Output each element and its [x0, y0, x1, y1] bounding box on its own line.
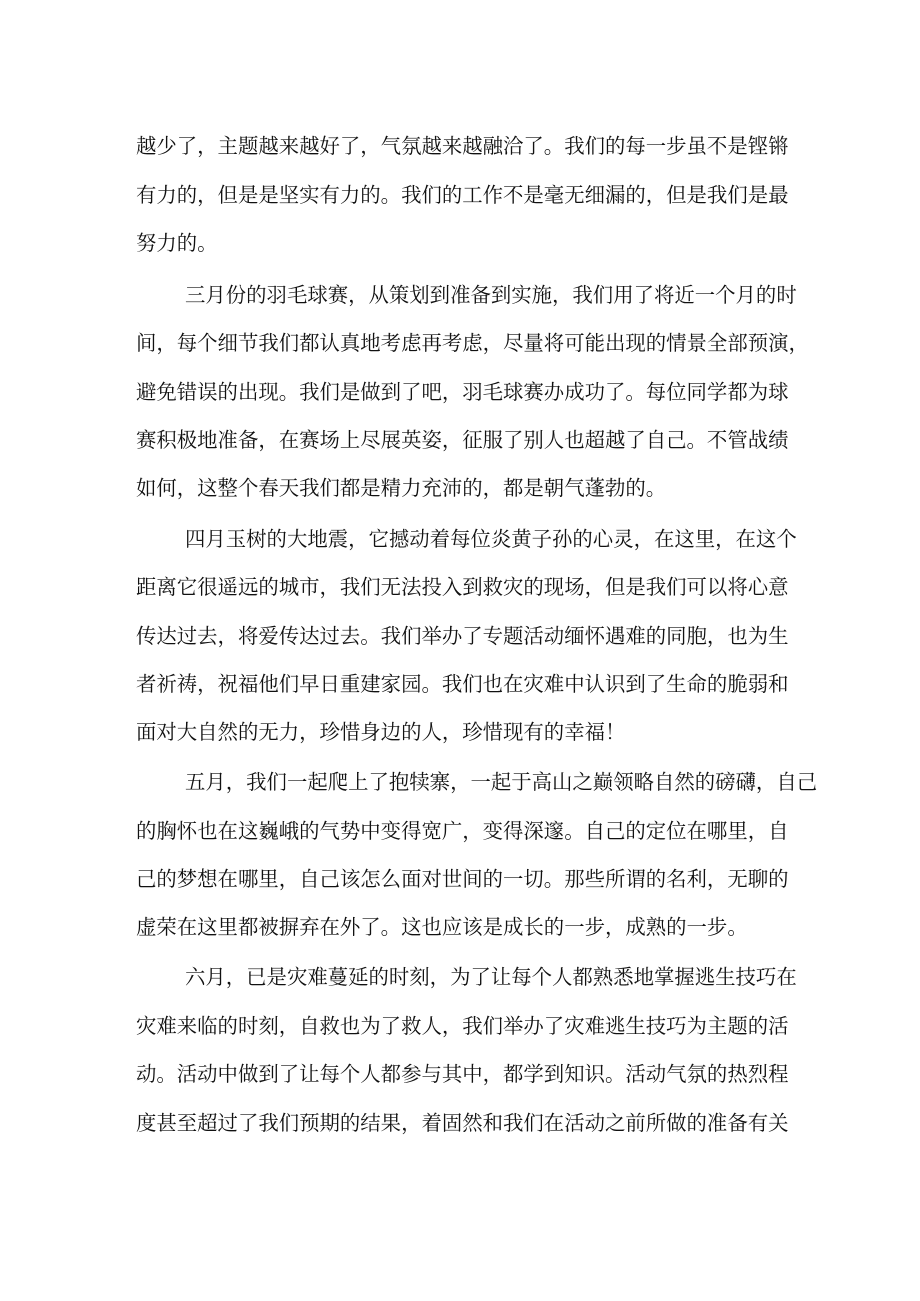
text-line: 三月份的羽毛球赛，从策划到准备到实施，我们用了将近一个月的时 [185, 283, 797, 307]
text-line: 四月玉树的大地震，它撼动着每位炎黄子孙的心灵，在这里，在这个 [185, 527, 797, 551]
text-line: 者祈祷，祝福他们早日重建家园。我们也在灾难中认识到了生命的脆弱和 [136, 672, 789, 696]
text-line: 避免错误的出现。我们是做到了吧，羽毛球赛办成功了。每位同学都为球 [136, 380, 789, 404]
text-line: 面对大自然的无力，珍惜身边的人，珍惜现有的幸福！ [136, 720, 626, 744]
text-line: 五月，我们一起爬上了抱犊寨，一起于高山之巅领略自然的磅礴，自己 [185, 770, 818, 794]
text-line: 度甚至超过了我们预期的结果，着固然和我们在活动之前所做的准备有关 [136, 1111, 789, 1135]
text-line: 间，每个细节我们都认真地考虑再考虑，尽量将可能出现的情景全部预演， [136, 331, 809, 355]
text-line: 的胸怀也在这巍峨的气势中变得宽广，变得深邃。自己的定位在哪里，自 [136, 819, 789, 843]
text-line: 虚荣在这里都被摒弃在外了。这也应该是成长的一步，成熟的一步。 [136, 915, 748, 939]
text-line: 越少了，主题越来越好了，气氛越来越融洽了。我们的每一步虽不是铿锵 [136, 134, 789, 158]
text-line: 己的梦想在哪里，自己该怎么面对世间的一切。那些所谓的名利，无聊的 [136, 867, 789, 891]
text-line: 有力的，但是是坚实有力的。我们的工作不是毫无细漏的，但是我们是最 [136, 183, 789, 207]
text-line: 灾难来临的时刻，自救也为了救人，我们举办了灾难逃生技巧为主题的活 [136, 1014, 789, 1038]
text-line: 赛积极地准备，在赛场上尽展英姿，征服了别人也超越了自己。不管战绩 [136, 428, 789, 452]
text-line: 努力的。 [136, 231, 218, 255]
text-line: 六月，已是灾难蔓延的时刻，为了让每个人都熟悉地掌握逃生技巧在 [185, 965, 797, 989]
text-line: 如何，这整个春天我们都是精力充沛的，都是朝气蓬勃的。 [136, 476, 667, 500]
text-line: 动。活动中做到了让每个人都参与其中，都学到知识。活动气氛的热烈程 [136, 1062, 789, 1086]
text-line: 传达过去，将爱传达过去。我们举办了专题活动缅怀遇难的同胞，也为生 [136, 624, 789, 648]
text-line: 距离它很遥远的城市，我们无法投入到救灾的现场，但是我们可以将心意 [136, 575, 789, 599]
